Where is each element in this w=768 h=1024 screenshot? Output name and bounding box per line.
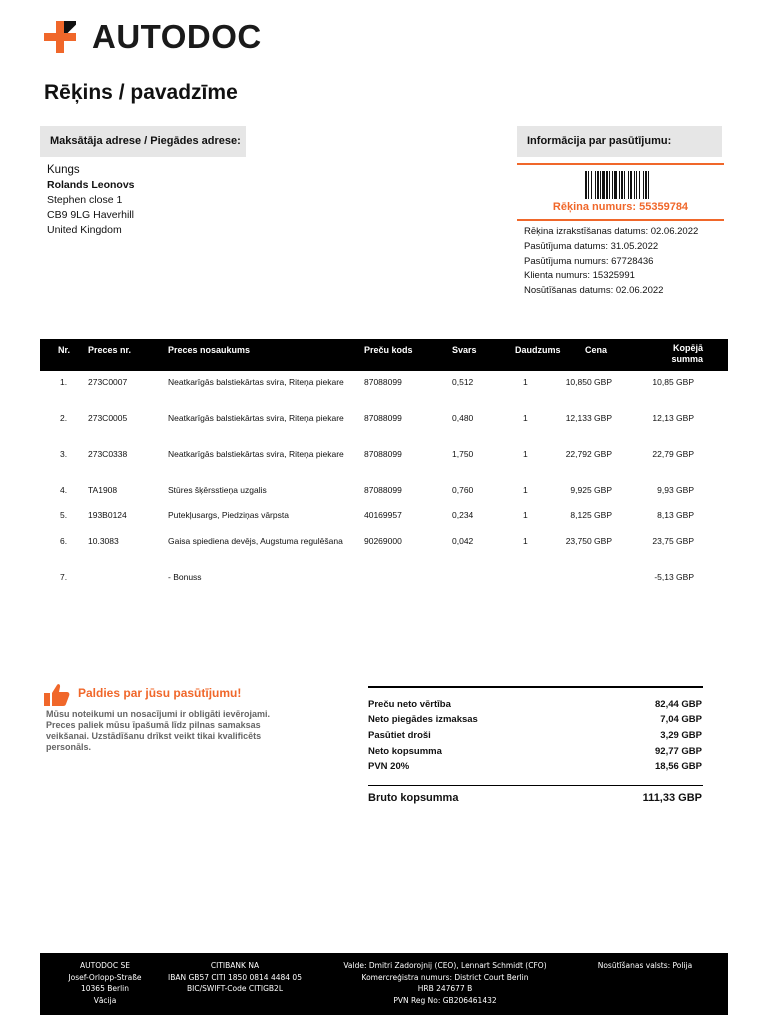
footer: [40, 953, 728, 1015]
row-total: -5,13 GBP: [654, 572, 694, 582]
footer-line: Vācija: [93, 996, 117, 1006]
row-code: 87088099: [364, 485, 402, 495]
row-qty: 1: [523, 485, 528, 495]
row-code: 40169957: [364, 510, 402, 520]
row-nr: 6.: [60, 536, 68, 546]
row-total: 8,13 GBP: [657, 510, 694, 520]
col-price: Cena: [585, 345, 608, 355]
row-qty: 1: [523, 413, 528, 423]
row-weight: 0,042: [452, 536, 474, 546]
address-country: United Kingdom: [47, 224, 122, 236]
autodoc-logo: [44, 20, 262, 54]
footer-line: Josef-Orlopp-Straße: [68, 972, 142, 982]
row-total: 9,93 GBP: [657, 485, 694, 495]
orange-divider: [517, 219, 724, 221]
col-weight: Svars: [452, 345, 477, 355]
autodoc-plus-icon: [44, 21, 76, 53]
order-info-list: [524, 225, 698, 299]
gross-total-value: 111,33 GBP: [642, 792, 702, 804]
order-number: Pasūtījuma numurs: 67728436: [524, 255, 654, 267]
row-total: 23,75 GBP: [652, 536, 694, 546]
footer-board: [325, 960, 565, 1007]
row-price: 12,133 GBP: [565, 413, 612, 423]
row-part-no: 273C0005: [88, 413, 128, 423]
row-nr: 3.: [60, 449, 68, 459]
row-total: 10,85 GBP: [652, 377, 694, 387]
row-price: 10,850 GBP: [565, 377, 612, 387]
row-part-no: 273C0007: [88, 377, 128, 387]
footer-line: CITIBANK NA: [210, 961, 260, 970]
footer-line: BIC/SWIFT-Code CITIGB2L: [186, 984, 284, 994]
orange-divider: [517, 163, 724, 165]
row-nr: 5.: [60, 510, 68, 520]
brand-name: AUTODOC: [92, 18, 262, 55]
row-weight: 0,480: [452, 413, 474, 423]
row-qty: 1: [523, 449, 528, 459]
col-total: [640, 343, 703, 365]
totals-top-rule: [368, 686, 703, 688]
footer-line: AUTODOC SE: [80, 961, 130, 970]
invoice-number: Rēķina numurs: 55359784: [552, 201, 689, 213]
row-code: 90269000: [364, 536, 402, 546]
row-weight: 0,512: [452, 377, 474, 387]
footer-company: [40, 960, 170, 1007]
terms-text: Mūsu noteikumi un nosacījumi ir obligāti ievērojami. Preces paliek mūsu īpašumā līdz pilnas samaksas veikšanai. Uzstādīšanu drīkst veikt tikai kvalificēts personāls.: [46, 709, 271, 752]
totals-value: 18,56 GBP: [655, 761, 702, 772]
row-part-no: TA1908: [88, 485, 118, 495]
order-info-header: Informācija par pasūtījumu:: [517, 126, 722, 157]
row-nr: 4.: [60, 485, 68, 495]
row-weight: 0,760: [452, 485, 474, 495]
page-title: Rēķins / pavadzīme: [44, 81, 238, 104]
address-city: CB9 9LG Haverhill: [47, 209, 134, 221]
row-weight: 1,750: [452, 449, 474, 459]
totals-label: Pasūtiet droši: [368, 730, 431, 741]
row-price: 22,792 GBP: [565, 449, 612, 459]
totals-label: Neto piegādes izmaksas: [368, 714, 478, 725]
row-nr: 2.: [60, 413, 68, 423]
footer-line: PVN Reg No: GB206461432: [393, 996, 497, 1006]
row-qty: 1: [523, 536, 528, 546]
row-name: Neatkarīgās balstiekārtas svira, Riteņa piekare: [168, 377, 344, 387]
totals-value: 3,29 GBP: [660, 730, 702, 741]
footer-line: Komercreģistra numurs: District Court Berlin: [361, 972, 529, 982]
col-total-line2: summa: [671, 354, 703, 364]
totals-value: 92,77 GBP: [655, 746, 702, 757]
col-total-line1: Kopējā: [672, 343, 703, 353]
row-name: Stūres šķērsstieņa uzgalis: [168, 485, 267, 495]
totals-value: 7,04 GBP: [660, 714, 702, 725]
row-price: 9,925 GBP: [570, 485, 612, 495]
row-part-no: 273C0338: [88, 449, 128, 459]
row-part-no: 10.3083: [88, 536, 119, 546]
order-date: Pasūtījuma datums: 31.05.2022: [524, 240, 659, 252]
totals-bottom-rule: [368, 785, 703, 786]
items-table-header: [40, 339, 728, 371]
footer-bank: [160, 960, 310, 995]
footer-line: HRB 247677 B: [417, 984, 473, 994]
billing-address-header: Maksātāja adrese / Piegādes adrese:: [40, 126, 246, 157]
row-total: 12,13 GBP: [652, 413, 694, 423]
totals-label: PVN 20%: [368, 761, 410, 772]
row-weight: 0,234: [452, 510, 474, 520]
row-name: Neatkarīgās balstiekārtas svira, Riteņa piekare: [168, 449, 344, 459]
totals-label: Preču neto vērtība: [368, 699, 451, 710]
billing-address: [47, 163, 135, 238]
shipping-date: Nosūtīšanas datums: 02.06.2022: [524, 285, 664, 297]
row-name: Putekļusargs, Piedziņas vārpsta: [168, 510, 289, 520]
row-qty: 1: [523, 510, 528, 520]
col-part-no: Preces nr.: [88, 345, 132, 355]
row-code: 87088099: [364, 413, 402, 423]
gross-total-label: Bruto kopsumma: [368, 792, 459, 804]
row-code: 87088099: [364, 449, 402, 459]
row-name: Gaisa spiediena devējs, Augstuma regulēšana: [168, 536, 343, 546]
customer-number: Klienta numurs: 15325991: [524, 270, 635, 282]
row-price: 23,750 GBP: [565, 536, 612, 546]
salutation: Kungs: [47, 164, 80, 176]
row-part-no: 193B0124: [88, 510, 127, 520]
footer-line: Nosūtīšanas valsts: Polija: [597, 961, 693, 970]
thank-you-title: Paldies par jūsu pasūtījumu!: [78, 686, 242, 700]
row-code: 87088099: [364, 377, 402, 387]
row-qty: 1: [523, 377, 528, 387]
barcode-icon: [585, 171, 659, 199]
col-name: Preces nosaukums: [168, 345, 251, 355]
row-name: - Bonuss: [168, 572, 202, 582]
col-qty: Daudzums: [515, 345, 561, 355]
invoice-date: Rēķina izrakstīšanas datums: 02.06.2022: [524, 226, 699, 237]
totals-value: 82,44 GBP: [655, 699, 702, 710]
col-nr: Nr.: [58, 345, 71, 355]
customer-name: Rolands Leonovs: [47, 179, 135, 191]
row-nr: 7.: [60, 572, 68, 582]
thumbs-up-icon: [44, 683, 70, 707]
footer-line: 10365 Berlin: [80, 984, 129, 994]
col-code: Preču kods: [364, 345, 413, 355]
address-street: Stephen close 1: [47, 194, 123, 206]
footer-line: Valde: Dmitri Zadorojnij (CEO), Lennart Schmidt (CFO): [343, 961, 547, 970]
footer-line: IBAN GB57 CITI 1850 0814 4484 05: [168, 972, 302, 982]
totals-label: Neto kopsumma: [368, 746, 442, 757]
row-nr: 1.: [60, 377, 68, 387]
row-price: 8,125 GBP: [570, 510, 612, 520]
footer-shipping: [575, 960, 715, 972]
row-name: Neatkarīgās balstiekārtas svira, Riteņa piekare: [168, 413, 344, 423]
row-total: 22,79 GBP: [652, 449, 694, 459]
